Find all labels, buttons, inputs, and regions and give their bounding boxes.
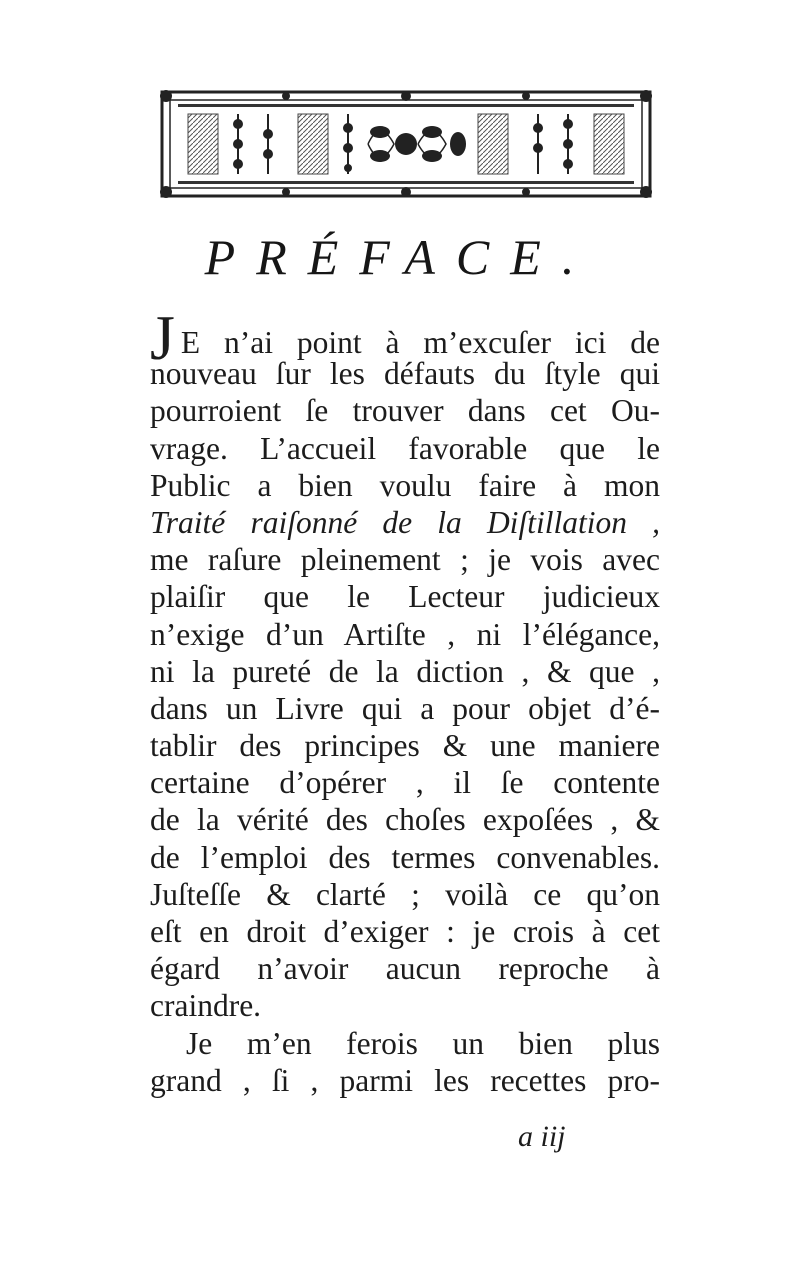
text-line: certaine d’opérer , il ſe contente: [150, 765, 660, 801]
text-line: pourroient ſe trouver dans cet Ou-: [150, 393, 660, 429]
text-line: Public a bien voulu faire à mon: [150, 467, 660, 503]
text-line: ni la pureté de la diction , & que ,: [150, 653, 660, 689]
drop-cap: J: [150, 302, 175, 373]
text-line: vrage. L’accueil favorable que le: [150, 430, 660, 466]
text-line: dans un Livre qui a pour objet d’é-: [150, 690, 660, 726]
text-line: grand , ſi , parmi les recettes pro-: [150, 1062, 660, 1098]
text-line: plaiſir que le Lecteur judicieux: [150, 579, 660, 615]
text-line: n’exige d’un Artiſte , ni l’élégance,: [150, 616, 660, 652]
text-line: tablir des principes & une maniere: [150, 728, 660, 764]
text-line: craindre.: [150, 988, 262, 1024]
signature-mark: a iij: [518, 1120, 566, 1153]
text-line: [150, 302, 660, 373]
text-line: de la vérité des choſes expoſées , &: [150, 802, 660, 838]
ornamental-headpiece: [158, 88, 654, 200]
text-line-content: E n’ai point à m’excuſer ici de: [180, 325, 660, 360]
preface-text: [150, 302, 660, 1099]
text-line: me raſure pleinement ; je vois avec: [150, 542, 660, 578]
page-title: PRÉFACE.: [204, 229, 596, 285]
text-line-italic-title: Traité raiſonné de la Diſtillation ,: [150, 504, 660, 540]
text-line: Juſteſſe & clarté ; voilà ce qu’on: [150, 876, 660, 912]
text-line: eſt en droit d’exiger : je crois à cet: [150, 914, 660, 949]
text-line: nouveau ſur les défauts du ſtyle qui: [150, 356, 660, 392]
text-line: égard n’avoir aucun reproche à: [150, 951, 660, 987]
text-line: Je m’en ferois un bien plus: [186, 1025, 660, 1061]
text-line: de l’emploi des termes convenables.: [150, 839, 660, 875]
